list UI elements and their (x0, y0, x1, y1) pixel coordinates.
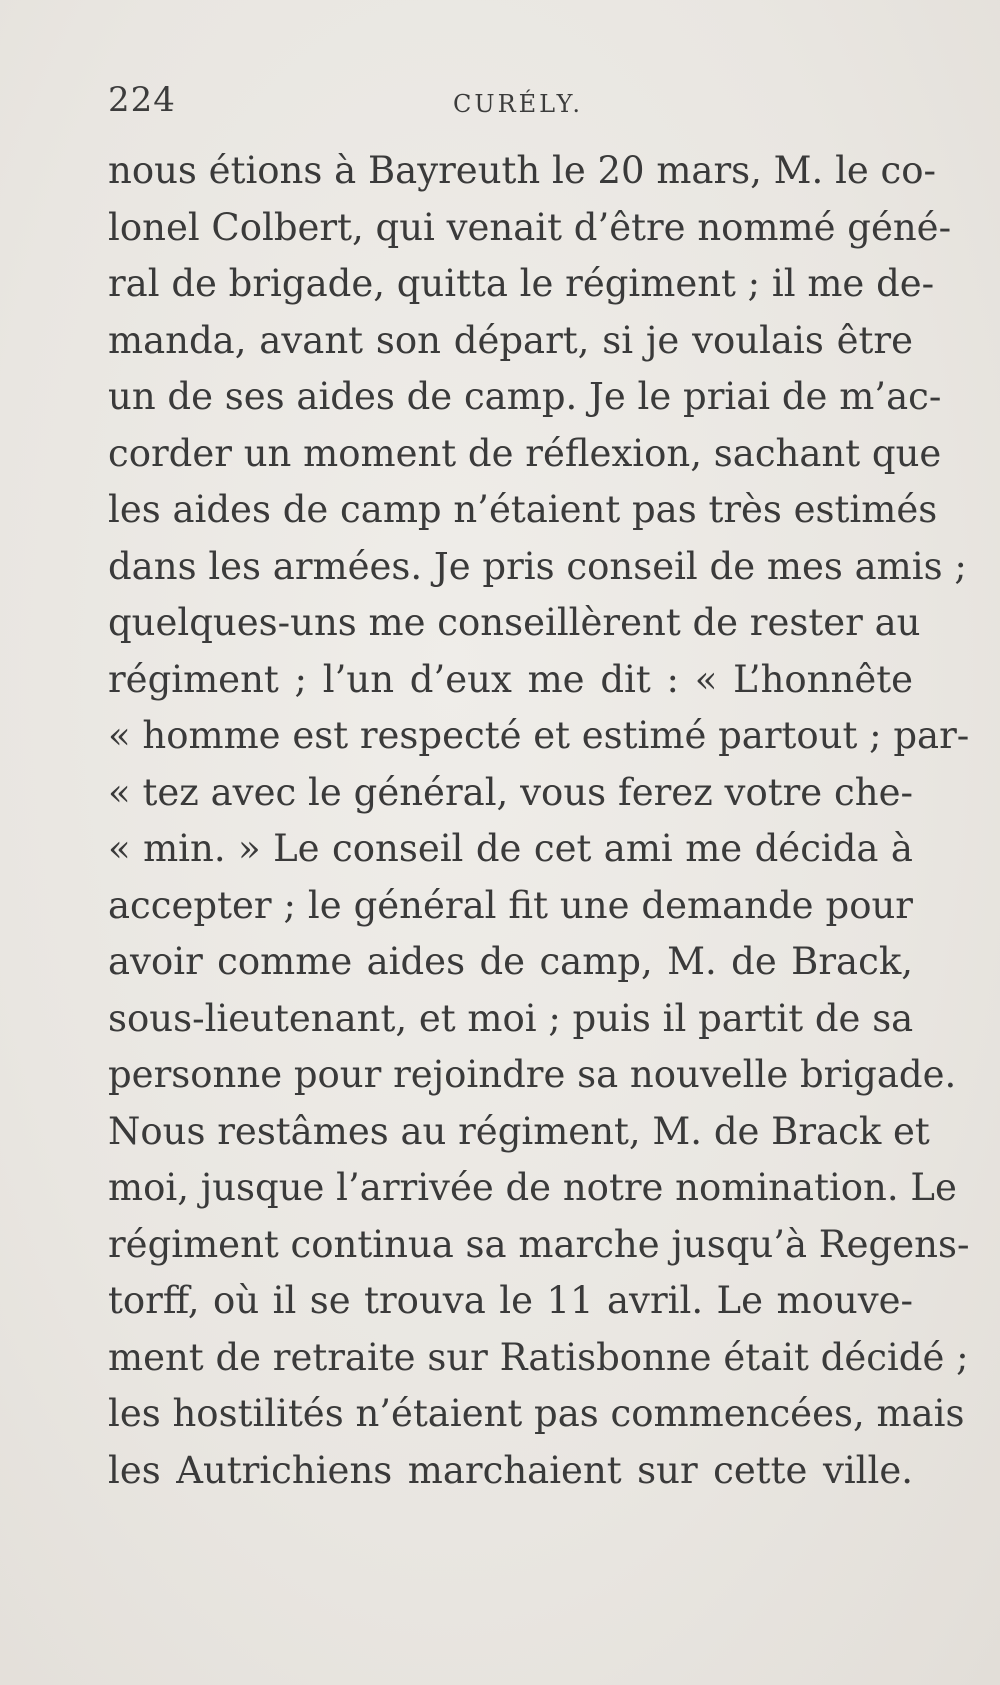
text-line: un de ses aides de camp. Je le priai de m’ac- (108, 375, 942, 418)
text-line: « min. » Le conseil de cet ami me décida à (108, 827, 913, 870)
text-line: « homme est respecté et estimé partout ; par- (108, 714, 970, 757)
text-line: avoir comme aides de camp, M. de Brack, (108, 940, 913, 983)
page-number: 224 (108, 80, 176, 120)
text-line: moi, jusque l’arrivée de notre nomination. Le (108, 1166, 957, 1209)
running-title: CURÉLY. (453, 90, 583, 118)
text-line: les Autrichiens marchaient sur cette ville. (108, 1448, 913, 1492)
text-line: corder un moment de réflexion, sachant que (108, 431, 942, 475)
text-line: torff, où il se trouva le 11 avril. Le mouve- (108, 1279, 913, 1322)
text-line: régiment ; l’un d’eux me dit : « L’honnête (108, 657, 913, 701)
text-line: les hostilités n’étaient pas commencées, mais (108, 1392, 965, 1435)
text-line: Nous restâmes au régiment, M. de Brack et (108, 1109, 930, 1153)
text-line: « tez avec le général, vous ferez votre che- (108, 770, 913, 814)
text-line: personne pour rejoindre sa nouvelle brigade. (108, 1053, 957, 1096)
text-line: quelques-uns me conseillèrent de rester au (108, 601, 921, 644)
text-line: lonel Colbert, qui venait d’être nommé géné- (108, 205, 952, 249)
text-line: ral de brigade, quitta le régiment ; il me de- (108, 262, 935, 305)
text-line: les aides de camp n’étaient pas très estimés (108, 488, 938, 531)
text-line: accepter ; le général fit une demande pour (108, 883, 913, 927)
body-text (108, 143, 970, 1499)
text-line: ment de retraite sur Ratisbonne était décidé ; (108, 1335, 969, 1379)
page-header (108, 78, 908, 128)
text-line: dans les armées. Je pris conseil de mes amis ; (108, 544, 967, 588)
text-line: nous étions à Bayreuth le 20 mars, M. le co- (108, 149, 937, 192)
text-line: manda, avant son départ, si je voulais être (108, 318, 913, 362)
text-line: sous-lieutenant, et moi ; puis il partit de sa (108, 996, 914, 1040)
text-line: régiment continua sa marche jusqu’à Regens- (108, 1222, 970, 1266)
